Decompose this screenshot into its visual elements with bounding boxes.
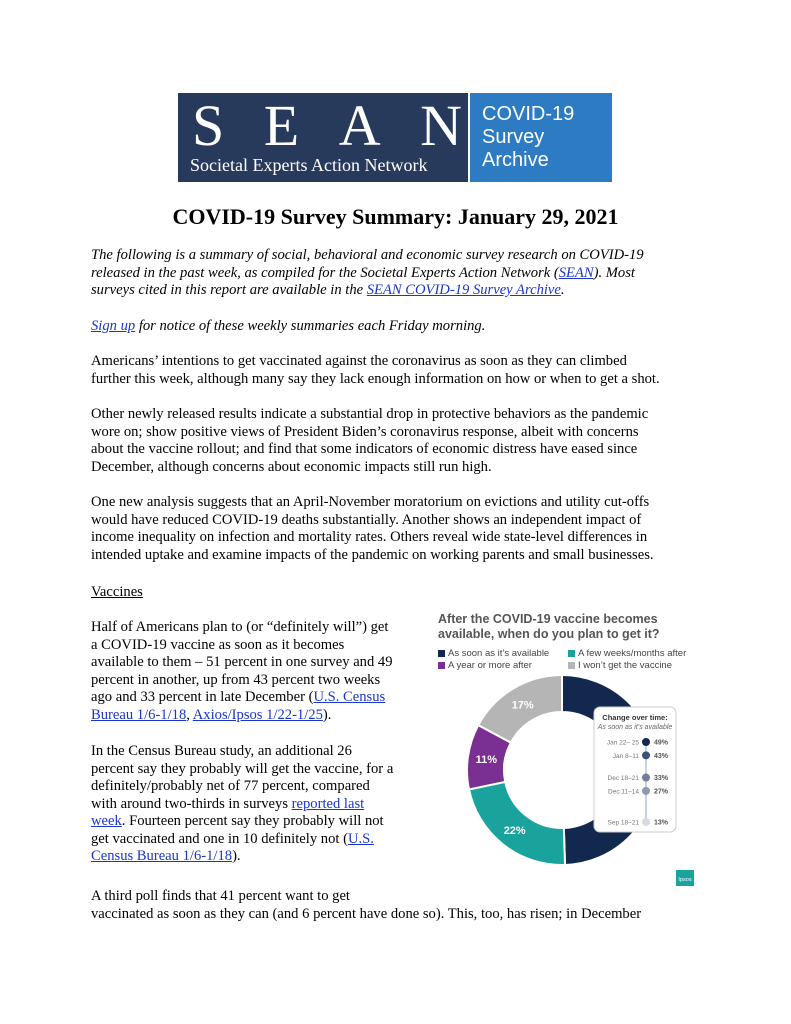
signup-link[interactable]: Sign up — [91, 318, 136, 334]
section-heading-vaccines: Vaccines — [91, 584, 143, 600]
signup-line: Sign up for notice of these weekly summaries each Friday morning. — [91, 318, 486, 334]
donut-chart — [434, 612, 696, 894]
inset-date: Jan 22– 25 — [606, 739, 639, 747]
chart-title: After the COVID-19 vaccine becomes available, when do you plan to get it? — [438, 612, 660, 641]
donut-slice — [469, 782, 565, 865]
logo-letter: N — [420, 93, 462, 158]
ipsos-logo-text: Ipsos — [678, 877, 692, 883]
intro-paragraph: The following is a summary of social, behavioral and economic survey research on COVID-19 released in the past week, as compiled for the Societal Experts Action Network (SEAN). Most surveys cited in this report are available in the SEAN COVID-19 Survey Archive. — [91, 247, 644, 298]
reported-last-week-link[interactable]: reported last — [291, 795, 365, 812]
logo-letter: A — [338, 93, 381, 158]
inset-date: Dec 18–21 — [607, 775, 639, 783]
vaccine-paragraph-2: In the Census Bureau study, an additional 26 percent say they probably will get the vaccine, for a definitely/probably net of 77 percent, compared with around two-thirds in surveys reported last week. Fourteen percent say they probably will not get vaccinated and one in 10 definitely not (U.S. Census Bureau 1/6-1/18). — [91, 743, 394, 864]
census-link[interactable]: U.S. Census — [313, 689, 386, 705]
census-link-2-cont[interactable]: Census Bureau 1/6-1/18 — [91, 848, 233, 864]
inset-subtitle: As soon as it’s available — [597, 724, 673, 731]
inset-point — [642, 774, 650, 782]
inset-point — [642, 818, 650, 826]
org-name: Societal Experts Action Network — [190, 155, 428, 175]
closing-paragraph: A third poll finds that 41 percent want to get vaccinated as soon as they can (and 6 percent have done so). This, too, has risen; in December — [91, 888, 642, 922]
reported-last-week-link-cont[interactable]: week — [91, 813, 122, 829]
page-title: COVID-19 Survey Summary: January 29, 2021 — [172, 204, 619, 229]
inset-value: 33% — [654, 775, 669, 783]
logo-letter: S — [192, 93, 225, 158]
archive-label: COVID-19 Survey Archive — [482, 103, 575, 171]
slice-label: 22% — [503, 825, 526, 838]
inset-point — [642, 751, 650, 759]
slice-label: 17% — [511, 699, 534, 712]
legend-item: As soon as it’s available — [438, 648, 549, 659]
inset-date: Sep 18–21 — [607, 819, 639, 827]
inset-value: 49% — [654, 739, 669, 747]
inset-point — [642, 738, 650, 746]
inset-date: Jan 8–11 — [612, 752, 639, 760]
banner-right-panel — [470, 93, 612, 182]
change-over-time-inset — [594, 707, 676, 832]
inset-date: Dec 11–14 — [608, 788, 639, 796]
paragraph-1: Americans’ intentions to get vaccinated against the coronavirus as soon as they can climbed further this week, although many say they lack enough information on how or when to get a shot. — [91, 353, 660, 387]
banner-left-panel — [178, 93, 468, 182]
inset-point — [642, 787, 650, 795]
legend-item: A year or more after — [438, 660, 532, 671]
archive-link[interactable]: SEAN COVID-19 Survey Archive — [366, 282, 561, 298]
legend-item: A few weeks/months after — [568, 648, 686, 659]
logo-letter: E — [263, 93, 300, 158]
axios-ipsos-link[interactable]: Axios/Ipsos 1/22-1/25 — [192, 706, 323, 723]
sean-link[interactable]: SEAN — [558, 264, 594, 281]
slice-label: 11% — [475, 754, 497, 767]
paragraph-2: Other newly released results indicate a substantial drop in protective behaviors as the pandemic wore on; show positive views of President Biden’s coronavirus response, albeit with concerns about the vaccine rollout; and find that some indicators of economic distress have eased since December, although concerns about economic impacts still run high. — [91, 406, 649, 475]
sean-banner — [178, 93, 612, 182]
inset-value: 13% — [654, 819, 669, 827]
inset-value: 27% — [654, 788, 669, 796]
inset-title: Change over time: — [602, 713, 668, 722]
census-link-2[interactable]: U.S. — [347, 830, 374, 847]
paragraph-3: One new analysis suggests that an April-November moratorium on evictions and utility cut-offs would have reduced COVID-19 deaths substantially. Another shows an independent impact of income inequality on infection and mortality rates. Others reveal wide state-level differences in intended uptake and examine impacts of the pandemic on working parents and small businesses. — [91, 494, 654, 563]
vaccine-intent-chart — [434, 612, 696, 894]
census-link-cont[interactable]: Bureau 1/6-1/18 — [91, 706, 187, 723]
inset-value: 43% — [654, 752, 669, 760]
vaccine-paragraph-1: Half of Americans plan to (or “definitely will”) get a COVID-19 vaccine as soon as it becomes available to them – 51 percent in one survey and 49 percent in another, up from 43 percent two weeks ago and 33 percent in late December (U.S. Census Bureau 1/6-1/18, Axios/Ipsos 1/22-1/25). — [91, 619, 393, 723]
legend-item: I won’t get the vaccine — [568, 660, 672, 671]
sean-logo-letters — [192, 95, 462, 157]
